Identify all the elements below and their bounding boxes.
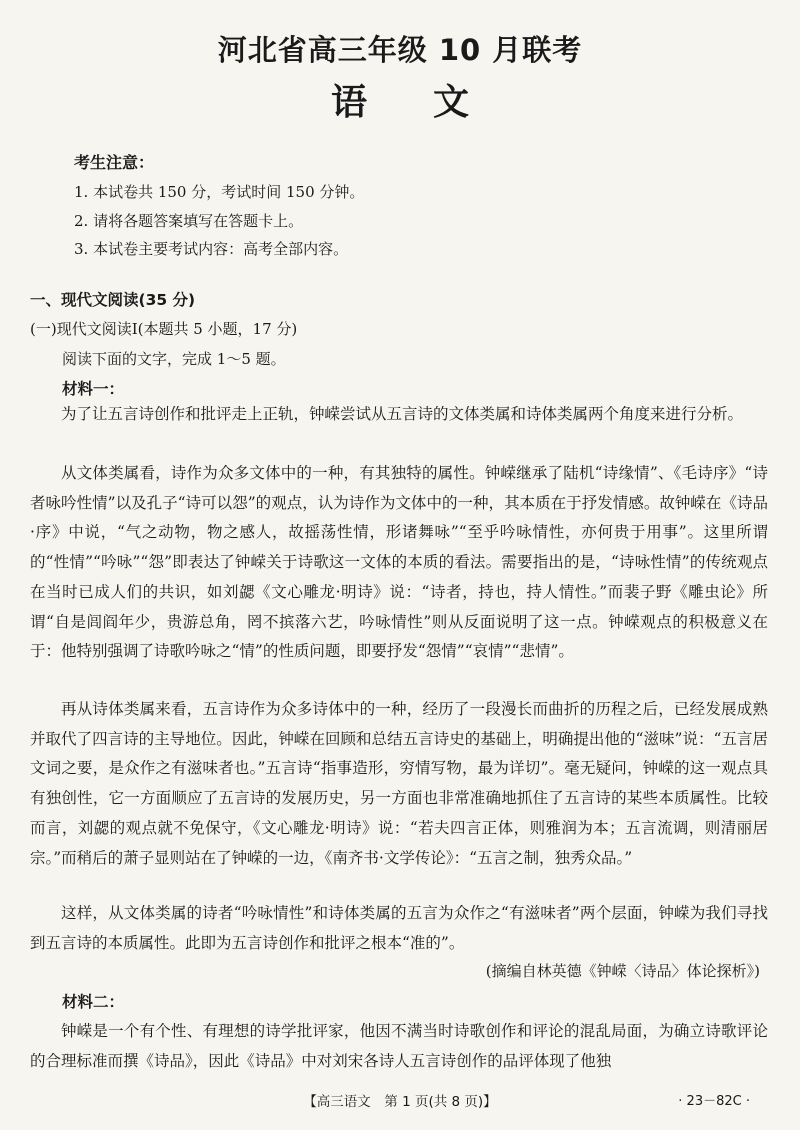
material-1-paragraph — [30, 695, 768, 873]
paragraph-text: 钟嵘是一个有个性、有理想的诗学批评家，他因不满当时诗歌创作和评论的混乱局面，为确立诗歌评论的合理标准而撰《诗品》，因此《诗品》中对刘宋各诗人五言诗创作的品评体现了他独 — [30, 1022, 768, 1070]
paragraph-text: 为了让五言诗创作和批评走上正轨，钟嵘尝试从五言诗的文体类属和诗体类属两个角度来进行分析。 — [61, 405, 744, 423]
material-1-paragraph — [30, 459, 768, 667]
material-2-title: 材料二： — [62, 993, 125, 1011]
page-footer: 【高三语文 第 1 页(共 8 页)】 — [303, 1094, 497, 1110]
notice-title: 考生注意： — [74, 153, 155, 172]
material-2-paragraph — [30, 1017, 768, 1076]
paragraph-text: 再从诗体类属来看，五言诗作为众多诗体中的一种，经历了一段漫长而曲折的历程之后，已经发展成熟并取代了四言诗的主导地位。因此，钟嵘在回顾和总结五言诗史的基础上，明确提出他的“滋味”说：“五言居文词之要，是众作之有滋味者也。”五言诗“指事造形，穷情写物，最为详切”。毫无疑问，钟嵘的这一观点具有独创性，它一方面顺应了五言诗的发展历史，另一方面也非常准确地抓住了五言诗的某些本质属性。比较而言，刘勰的观点就不免保守，《文心雕龙·明诗》说：“若夫四言正体，则雅润为本；五言流调，则清丽居宗。”而稍后的萧子显则站在了钟嵘的一边，《南齐书·文学传论》：“五言之制，独秀众品。” — [30, 700, 768, 867]
material-1-paragraph — [30, 899, 768, 958]
paragraph-text: 这样，从文体类属的诗者“吟咏情性”和诗体类属的五言为众作之“有滋味者”两个层面，钟嵘为我们寻找到五言诗的本质属性。此即为五言诗创作和批评之根本“准的”。 — [30, 904, 768, 952]
subject-title: 语文 — [330, 82, 535, 123]
source-citation: (摘编自林英德《钟嵘〈诗品〉体论探析》) — [485, 962, 760, 980]
material-1-title: 材料一： — [62, 380, 125, 398]
notice-item: 1. 本试卷共 150 分，考试时间 150 分钟。 — [74, 183, 365, 201]
instruction-text: 阅读下面的文字，完成 1～5 题。 — [62, 350, 286, 368]
notice-item: 2. 请将各题答案填写在答题卡上。 — [74, 212, 304, 230]
notice-item: 3. 本试卷主要考试内容：高考全部内容。 — [74, 240, 349, 258]
paragraph-text: 从文体类属看，诗作为众多文体中的一种，有其独特的属性。钟嵘继承了陆机“诗缘情”、《毛诗序》“诗者咏吟性情”以及孔子“诗可以怨”的观点，认为诗作为文体中的一种，其本质在于抒发情感。故钟嵘在《诗品·序》中说，“气之动物，物之感人，故摇荡性情，形诸舞咏”“至乎吟咏情性，亦何贵于用事”。这里所谓的“性情”“吟咏”“怨”即表达了钟嵘关于诗歌这一文体的本质的看法。需要指出的是，“诗咏性情”的传统观点在当时已成人们的共识，如刘勰《文心雕龙·明诗》说：“诗者，持也，持人情性。”而裴子野《雕虫论》所谓“自是闾阎年少，贵游总角，罔不摈落六艺，吟咏情性”则从反面说明了这一点。钟嵘观点的积极意义在于：他特别强调了诗歌吟咏之“情”的性质问题，即要抒发“怨情”“哀情”“悲情”。 — [30, 464, 768, 661]
section-title: 一、现代文阅读(35 分) — [30, 291, 196, 309]
subsection-title: (一)现代文阅读Ⅰ(本题共 5 小题，17 分) — [30, 320, 298, 338]
material-1-paragraph — [30, 400, 768, 430]
exam-title: 河北省高三年级 10 月联考 — [217, 33, 583, 67]
exam-code: · 23－82C · — [678, 1094, 750, 1109]
